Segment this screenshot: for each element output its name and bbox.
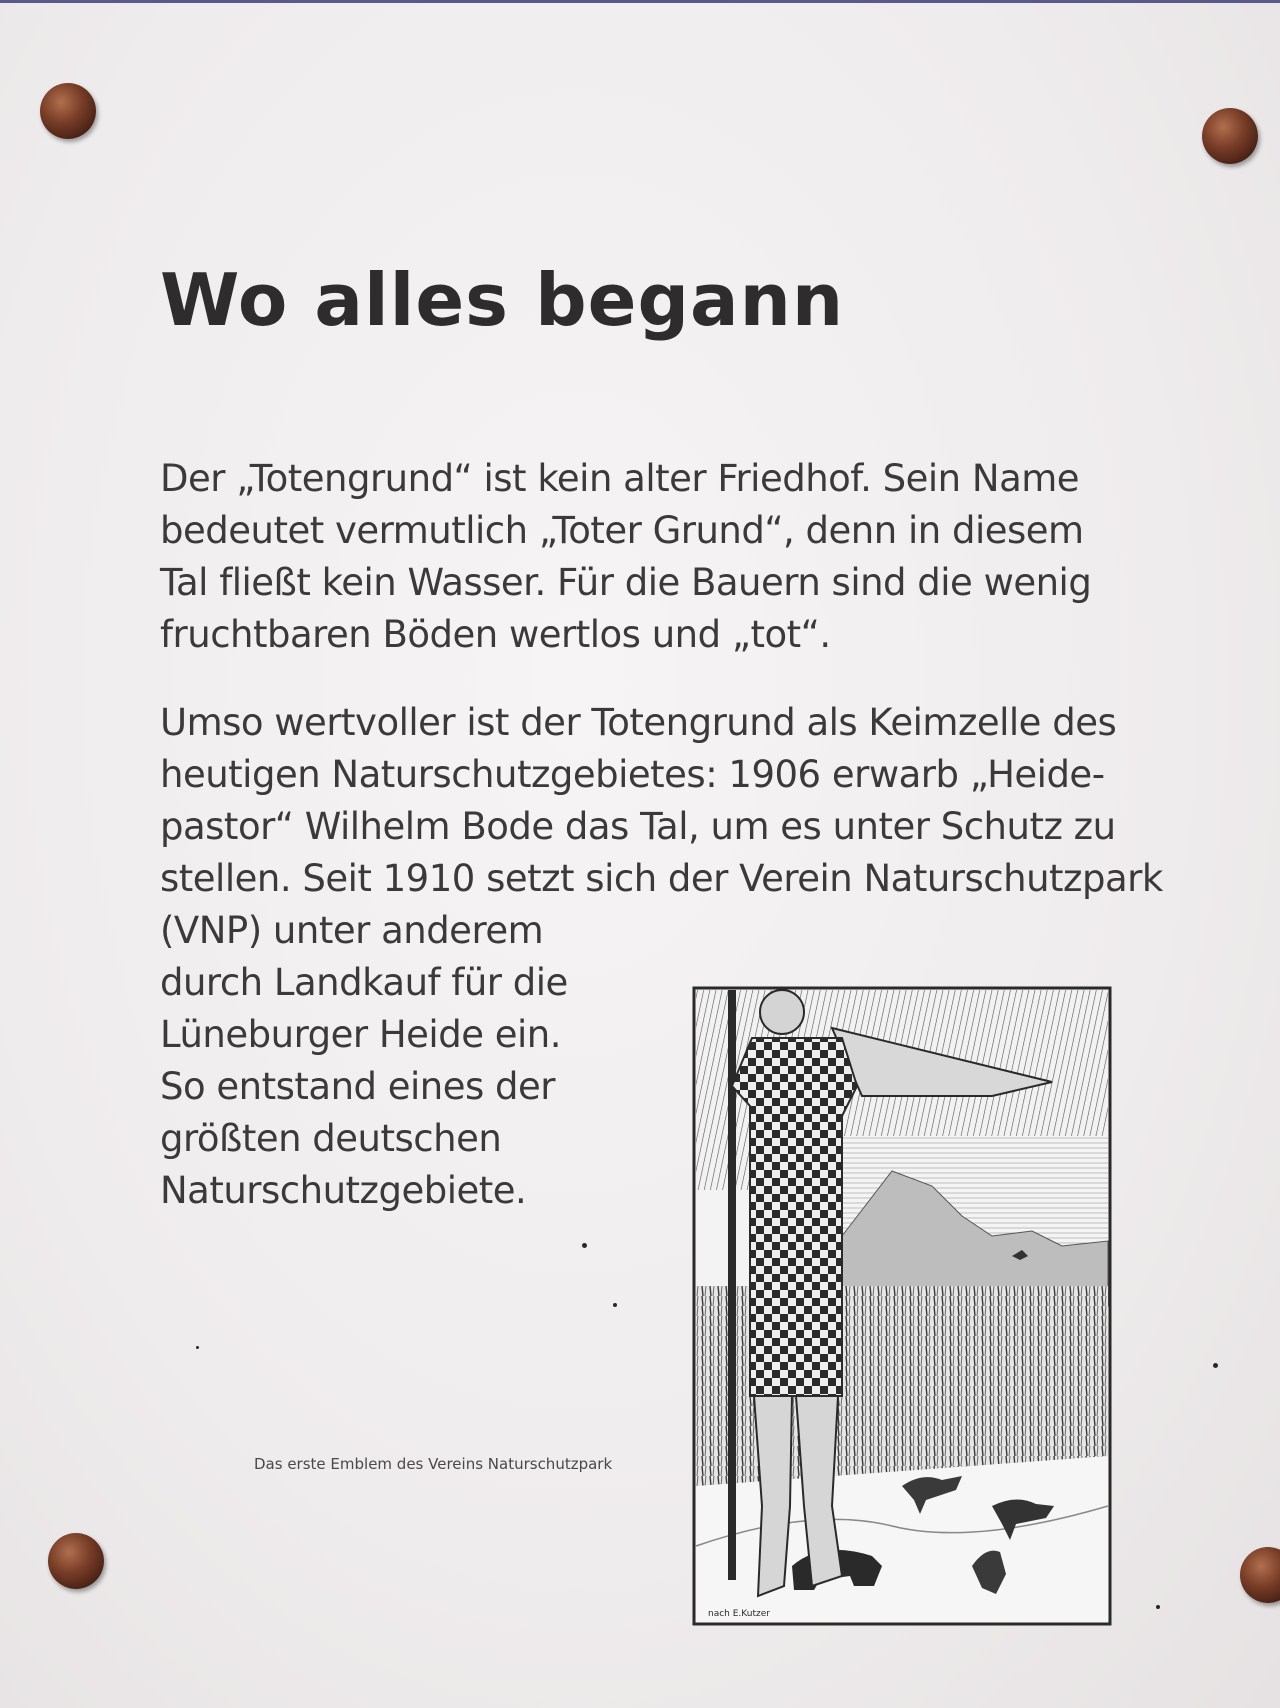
- paragraph-line: bedeutet vermutlich „Toter Grund“, denn in diesem: [160, 509, 1084, 552]
- illustration-credit: nach E.Kutzer: [708, 1609, 770, 1619]
- sign-top-edge: [0, 0, 1280, 3]
- rivet-icon: [48, 1533, 104, 1589]
- paragraph-line: (VNP) unter anderem: [160, 909, 544, 952]
- sign-title: Wo alles begann: [160, 258, 845, 342]
- rivet-icon: [40, 83, 96, 139]
- paragraph-line: stellen. Seit 1910 setzt sich der Verein Naturschutzpark: [160, 857, 1163, 900]
- paragraph-line: Umso wertvoller ist der Totengrund als Keimzelle des: [160, 701, 1117, 744]
- paragraph-line: Der „Totengrund“ ist kein alter Friedhof. Sein Name: [160, 457, 1080, 500]
- rivet-icon: [1240, 1547, 1280, 1603]
- rivet-icon: [1202, 108, 1258, 164]
- surface-speck: [582, 1243, 587, 1248]
- surface-speck: [613, 1303, 617, 1307]
- paragraph-line: heutigen Naturschutzgebietes: 1906 erwarb „Heide-: [160, 753, 1105, 796]
- paragraph-line: So entstand eines der: [160, 1065, 556, 1108]
- knight-with-banner-illustration-icon: [692, 986, 1112, 1626]
- paragraph-line: Naturschutzgebiete.: [160, 1169, 527, 1212]
- paragraph-line: pastor“ Wilhelm Bode das Tal, um es unter Schutz zu: [160, 805, 1116, 848]
- surface-speck: [1156, 1605, 1160, 1609]
- paragraph-line: größten deutschen: [160, 1117, 502, 1160]
- paragraph-line: fruchtbaren Böden wertlos und „tot“.: [160, 613, 831, 656]
- paragraph-line: Lüneburger Heide ein.: [160, 1013, 561, 1056]
- paragraph-line: durch Landkauf für die: [160, 961, 568, 1004]
- surface-speck: [1213, 1363, 1218, 1368]
- illustration-caption: Das erste Emblem des Vereins Naturschutzpark: [254, 1455, 613, 1473]
- paragraph-line: Tal fließt kein Wasser. Für die Bauern sind die wenig: [160, 561, 1092, 604]
- surface-speck: [196, 1346, 199, 1349]
- paragraph-totengrund: [160, 453, 1091, 661]
